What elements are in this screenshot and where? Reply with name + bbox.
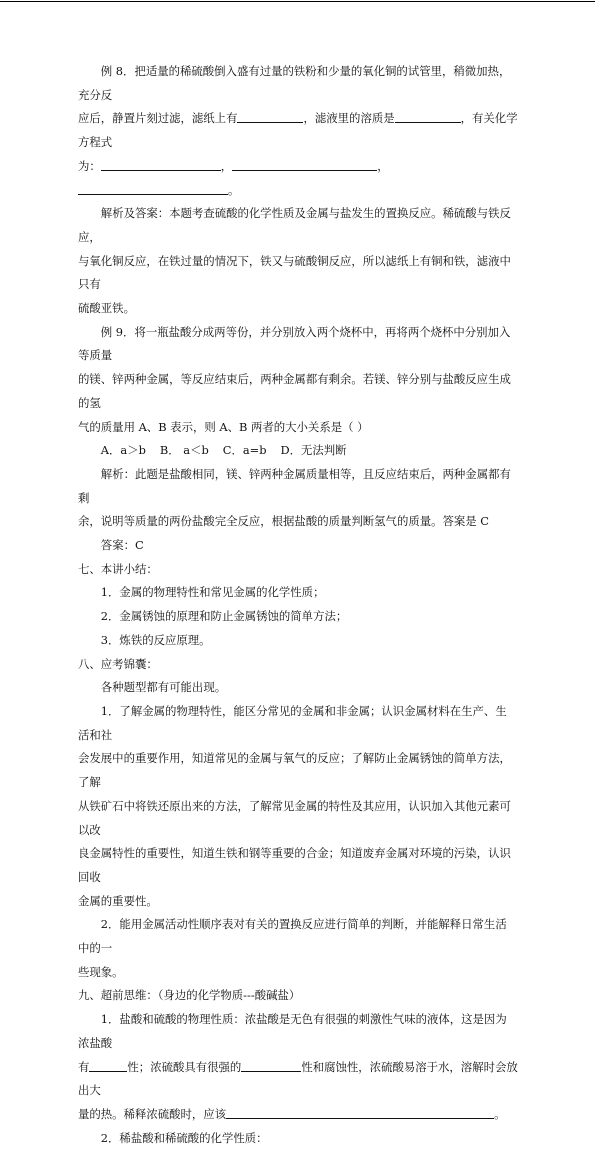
section-7-item-3: 3．炼铁的反应原理。	[100, 632, 211, 647]
example-9-options	[78, 439, 518, 463]
example-9-line-3: 气的质量用 A、B 表示，则 A、B 两者的大小关系是（ ）	[78, 419, 369, 434]
section-9-p1-line-2	[78, 1056, 518, 1103]
option-a: A．a＞b	[100, 443, 146, 458]
option-b: B． a＜b	[159, 443, 209, 458]
example-8-period: 。	[228, 182, 240, 197]
section-9-p2: 2．稀盐酸和稀硫酸的化学性质：	[100, 1130, 268, 1145]
solute-blank[interactable]	[395, 109, 461, 123]
example-9-line-1: 例 9．将一瓶盐酸分成两等份，并分别放入两个烧杯中，再将两个烧杯中分别加入等质量	[78, 324, 511, 363]
answer-8-line-3: 硫酸亚铁。	[78, 301, 135, 316]
example-8-line-2	[78, 107, 518, 154]
volatility-blank[interactable]	[89, 1058, 127, 1072]
section-9-text-d: 量的热。稀释浓硫酸时，应该	[78, 1106, 227, 1121]
equation-blank-2[interactable]	[232, 157, 377, 171]
section-8-p1-line-4: 良金属特性的重要性，知道生铁和钢等重要的合金；知道废弃金属对环境的污染，认识回收	[78, 846, 511, 884]
document-body	[78, 60, 518, 1150]
filter-paper-blank[interactable]	[237, 109, 303, 123]
section-9-text-a: 有	[78, 1059, 90, 1074]
example-9-answer: 答案：C	[100, 538, 144, 553]
example-8-text-a: 应后，静置片刻过滤，滤纸上有	[78, 111, 238, 126]
answer-8-line-1: 解析及答案：本题考查硫酸的化学性质及金属与盐发生的置换反应。稀硫酸与铁反应，	[78, 206, 511, 244]
example-9-analysis-1: 解析：此题是盐酸相同，镁、锌两种金属质量相等，且反应结束后，两种金属都有剩	[78, 466, 511, 505]
section-7-item-2: 2．金属锈蚀的原理和防止金属锈蚀的简单方法；	[100, 609, 348, 624]
example-8-line-1: 例 8．把适量的稀硫酸倒入盛有过量的铁粉和少量的氧化铜的试管里，稍微加热，充分反	[78, 64, 511, 102]
answer-8-line-2: 与氧化铜反应，在铁过量的情况下，铁又与硫酸铜反应，所以滤纸上有铜和铁，滤液中只有	[78, 253, 511, 292]
example-8-text-b: ，滤液里的溶质是	[303, 111, 395, 126]
example-8-line-3	[78, 155, 518, 202]
section-9-p1-line-3	[78, 1103, 518, 1127]
section-8-p2-line-1: 2．能用金属活动性顺序表对有关的置换反应进行简单的判断，并能解释日常生活中的一	[78, 917, 507, 956]
section-9-p1-line-1: 1．盐酸和硫酸的物理性质：浓盐酸是无色有很强的刺激性气味的液体，这是因为浓盐酸	[78, 1012, 507, 1050]
water-absorbing-blank[interactable]	[241, 1058, 301, 1072]
equation-blank-3[interactable]	[78, 181, 228, 195]
example-8-comma-1: ，	[220, 158, 233, 173]
section-9-period: 。	[494, 1106, 506, 1121]
example-8-text-d: 为：	[78, 158, 101, 173]
section-7-item-1: 1．金属的物理特性和常见金属的化学性质；	[100, 585, 325, 600]
section-8-p1-line-1: 1．了解金属的物理特性，能区分常见的金属和非金属；认识金属材料在生产、生活和社	[78, 703, 507, 742]
equation-blank-1[interactable]	[101, 157, 221, 171]
example-8-comma-2: ，	[377, 158, 389, 173]
option-d: D．无法判断	[280, 443, 347, 458]
section-8-p1-line-5: 金属的重要性。	[78, 893, 158, 908]
dilution-method-blank[interactable]	[226, 1105, 494, 1119]
section-8-p2-line-2: 些现象。	[78, 964, 124, 979]
section-7-title: 七、本讲小结：	[78, 561, 158, 576]
section-8-p1-line-3: 从铁矿石中将铁还原出来的方法，了解常见金属的特性及其应用，认识加入其他元素可以改	[78, 798, 511, 837]
example-9-line-2: 的镁、锌两种金属，等反应结束后，两种金属都有剩余。若镁、锌分别与盐酸反应生成的氢	[78, 372, 511, 410]
section-8-title: 八、应考锦囊：	[78, 656, 158, 671]
section-8-intro: 各种题型都有可能出现。	[100, 680, 227, 695]
example-9-analysis-2: 余，说明等质量的两份盐酸完全反应，根据盐酸的质量判断氢气的质量。答案是 C	[78, 514, 490, 529]
top-border-line	[0, 1, 595, 2]
example-8-text-c: ，有关化学方程式	[78, 111, 518, 150]
option-c: C．a=b	[222, 443, 267, 458]
section-9-text-b: 性；浓硫酸具有很强的	[127, 1059, 242, 1074]
section-9-text-c: 性和腐蚀性，浓硫酸易溶于水，溶解时会放出大	[78, 1059, 518, 1098]
section-9-title: 九、超前思维：（身边的化学物质---酸碱盐）	[78, 988, 301, 1003]
section-8-p1-line-2: 会发展中的重要作用，知道常见的金属与氧气的反应；了解防止金属锈蚀的简单方法，了解	[78, 751, 511, 790]
